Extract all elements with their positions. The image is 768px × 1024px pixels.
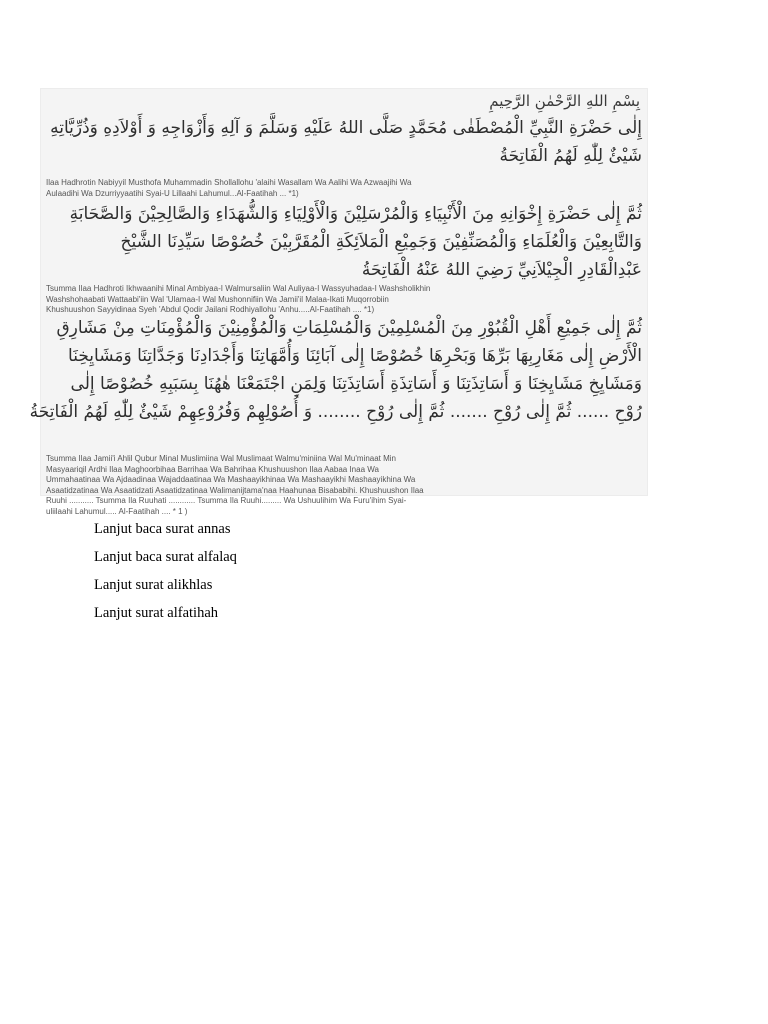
instruction-line: Lanjut baca surat annas [94,521,231,537]
latin-block-3 [46,454,642,517]
latin-line: Asaatidzatinaa Wa Asaatidzati Asaatidzatinaa Walimanijtama'naa Haahunaa Bisababihi. Khushuushon Ilaa [46,485,424,495]
arabic-line: عَبْدِالْقَادِرِ الْجِيْلاَنِيِّ رَضِيَ اللهُ عَنْهُ الْفَاتِحَةُ [361,260,642,280]
latin-block-1 [46,178,642,199]
arabic-line: وَمَشَايِخِ مَشَايِخِنَا وَ أَسَاتِذَتِنَا وَ أَسَاتِذَةِ أَسَاتِذَتِنَا وَلِمَنِ اجْتَمَعْنَا هٰهُنَا بِسَبَبِهِ خُصُوْصًا إِلٰى [70,374,642,394]
scanned-prayer-image [29,88,648,516]
arabic-block-2 [46,200,642,284]
arabic-line: إِلٰى حَضْرَةِ النَّبِيِّ الْمُصْطَفٰى مُحَمَّدٍ صَلَّى اللهُ عَلَيْهِ وَسَلَّمَ وَ آلِهِ وَأَزْوَاجِهِ وَ أَوْلاَدِهِ وَذُرِّيَّاتِهِ [50,118,642,138]
arabic-block-1 [46,114,642,170]
arabic-line: الْأَرْضِ إِلٰى مَغَارِبِهَا بَرِّهَا وَبَحْرِهَا خُصُوْصًا إِلٰى آبَائِنَا وَأُمَّهَاتِنَا وَأَجْدَادِنَا وَجَدَّاتِنَا وَمَشَايِخِنَا [68,346,642,366]
latin-line: Khushuushon Sayyidinaa Syeh 'Abdul Qodir Jailani Rodhiyallohu 'Anhu.....Al-Faatihah .... *1) [46,305,375,314]
latin-line: Ummahaatinaa Wa Ajdaadinaa Wajaddaatinaa Wa Mashaayikhinaa Wa Mashaayikhi Mashaayikhina Wa [46,475,416,484]
latin-line: Washshohaabati Wattaabi'iin Wal 'Ulamaa-I Wal Mushonnifiin Wa Jamii'il Malaa-Ikati Muqorrobiin [46,294,389,304]
arabic-line: رُوْحِ ...... ثُمَّ إِلٰى رُوْحِ ....... ثُمَّ إِلٰى رُوْحِ ........ وَ أُصُوْلِهِمْ وَفُرُوْعِهِمْ شَيْئٌ لِلّٰهِ لَهُمُ الْفَاتِحَةُ [29,402,642,422]
arabic-block-3 [29,314,642,426]
arabic-line: ثُمَّ إِلٰى حَضْرَةِ إِخْوَانِهِ مِنَ الْأَنْبِيَاءِ وَالْمُرْسَلِيْنَ وَالْأَوْلِيَاءِ وَالشُّهَدَاءِ وَالصَّالِحِيْنَ وَالصَّحَابَةِ [69,204,642,224]
latin-line: uliilaahi Lahumul..... Al-Faatihah .... * 1 ) [46,506,188,516]
latin-line: Masyaariqil Ardhi Ilaa Maghoorbihaa Barrihaa Wa Bahrihaa Khushuushon Ilaa Aabaa Inaa Wa [46,464,379,474]
instruction-list [94,517,237,629]
latin-line: Aulaadihi Wa Dzurriyyaatihi Syai-U Lillaahi Lahumul...Al-Faatihah ... *1) [46,188,299,198]
latin-block-2 [46,284,642,316]
instruction-line: Lanjut baca surat alfalaq [94,549,237,565]
latin-line: Tsumma Ilaa Hadhroti Ikhwaanihi Minal Ambiyaa-I Walmursaliin Wal Auliyaa-I Wassyuhadaa-I Washsholikhin [46,284,431,293]
instruction-line: Lanjut surat alfatihah [94,605,219,621]
basmala-heading: بِسْمِ اللهِ الرَّحْمٰنِ الرَّحِيمِ [489,92,640,110]
instruction-line: Lanjut surat alikhlas [94,577,213,593]
arabic-line: ثُمَّ إِلٰى جَمِيْعِ أَهْلِ الْقُبُوْرِ مِنَ الْمُسْلِمِيْنَ وَالْمُسْلِمَاتِ وَالْمُؤْمِنِيْنَ وَالْمُؤْمِنَاتِ مِنْ مَشَارِقِ [56,318,642,338]
latin-line: Ilaa Hadhrotin Nabiyyil Musthofa Muhammadin Shollallohu 'alaihi Wasallam Wa Aalihi Wa Azwaajihi Wa [46,178,412,187]
latin-line: Ruuhi ........... Tsumma Ila Ruuhati ............ Tsumma Ila Ruuhi......... Wa Ushuulihim Wa Furu'ihim Syai- [46,496,407,505]
latin-line: Tsumma Ilaa Jamii'i Ahlil Qubur Minal Muslimiina Wal Muslimaat Walmu'miniina Wal Mu'minaat Min [46,454,397,463]
arabic-line: شَيْئٌ لِلّٰهِ لَهُمُ الْفَاتِحَةُ [499,146,642,166]
arabic-line: وَالتَّابِعِيْنَ وَالْعُلَمَاءِ وَالْمُصَنِّفِيْنَ وَجَمِيْعِ الْمَلاَئِكَةِ الْمُقَرَّبِيْنَ خُصُوْصًا سَيِّدِنَا الشَّيْخِ [120,232,642,252]
